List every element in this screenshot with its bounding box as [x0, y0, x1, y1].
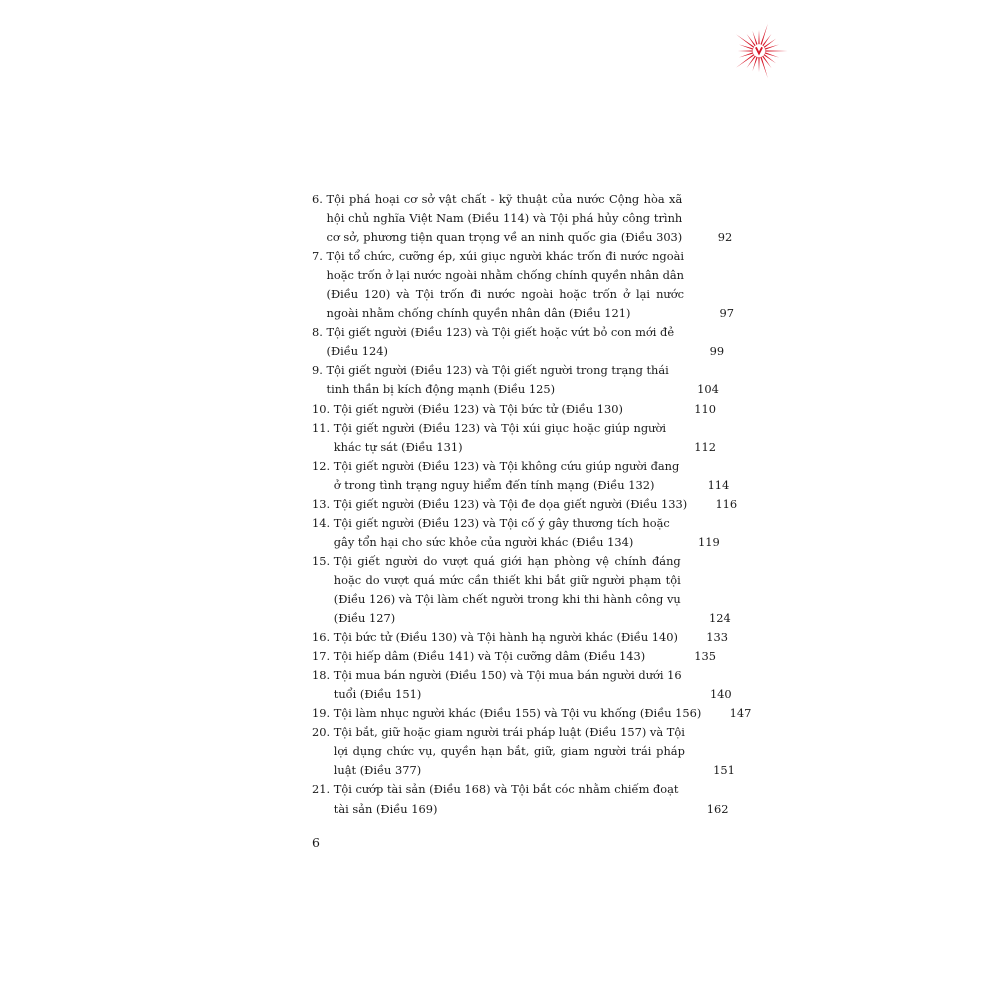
toc-entry-title [312, 647, 666, 666]
toc-entry-page: 119 [698, 534, 720, 549]
toc-entry-line: Tội bắt, giữ hoặc giam người trái pháp luật (Điều 157) và Tội [333, 725, 685, 740]
toc-entry-page: 112 [694, 439, 716, 454]
logo-ray [760, 24, 768, 45]
logo-ray [738, 50, 753, 51]
toc-entry-title [312, 552, 681, 628]
toc-entry-number: 19. [312, 706, 334, 721]
toc-entry-title [312, 704, 701, 723]
toc-entry-title [312, 514, 670, 552]
page-number: 6 [312, 835, 320, 850]
toc-entry-number: 11. [312, 420, 334, 435]
toc-entry-page: 97 [719, 306, 735, 321]
logo-ray [765, 50, 787, 51]
toc-entry [312, 704, 752, 723]
toc-entry-line: (Điều 126) và Tội làm chết người trong khi thi hành công vụ [333, 591, 681, 606]
toc-entry-number: 6. [312, 192, 327, 206]
toc-entry-title [312, 457, 679, 495]
toc-entry-number: 14. [312, 515, 334, 530]
toc-entry-line: luật (Điều 377) [333, 763, 422, 778]
toc-entry-line: Tội hiếp dâm (Điều 141) và Tội cưỡng dâm (Điều 143) [333, 649, 646, 664]
toc-entry-line: ngoài nhằm chống chính quyền nhân dân (Điều 121) [326, 306, 631, 321]
toc-entry-page: 151 [713, 763, 735, 778]
toc-entry-title [312, 323, 674, 361]
toc-entry-number: 8. [312, 325, 327, 340]
toc-entry-number: 13. [312, 496, 334, 511]
toc-entry-page: 92 [717, 230, 733, 245]
toc-entry-title [312, 723, 685, 780]
logo-ray [762, 56, 771, 68]
toc-entry-page: 133 [706, 630, 728, 645]
toc-entry-number: 9. [312, 363, 327, 378]
toc-entry [312, 400, 716, 419]
toc-entry-page: 147 [729, 706, 752, 721]
toc-entry-page: 99 [709, 344, 725, 359]
toc-entry-number: 10. [312, 401, 334, 416]
toc-entry [312, 247, 735, 323]
toc-entry-line: Tội phá hoại cơ sở vật chất - kỹ thuật của nước Cộng hòa xã [326, 192, 683, 206]
toc-entry-title [312, 628, 678, 647]
toc-entry-title [312, 400, 666, 419]
toc-entry-number: 12. [312, 458, 334, 473]
toc-entry-line: ở trong tình trạng nguy hiểm đến tính mạng (Điều 132) [333, 477, 655, 492]
toc-entry-line: tài sản (Điều 169) [333, 801, 438, 816]
toc-entry-number: 15. [312, 553, 334, 568]
toc-entry-line: tuổi (Điều 151) [333, 687, 422, 702]
toc-entry [312, 419, 716, 457]
toc-entry [312, 495, 738, 514]
toc-entry-title [312, 495, 687, 514]
toc-entry-line: cơ sở, phương tiện quan trọng về an ninh quốc gia (Điều 303) [326, 230, 683, 245]
logo-ray [747, 56, 756, 68]
toc-entry-line: khác tự sát (Điều 131) [333, 439, 463, 454]
toc-entry-line: Tội giết người (Điều 123) và Tội giết hoặc vứt bỏ con mới đẻ [326, 325, 675, 340]
toc-entry [312, 552, 731, 628]
logo-ray [758, 57, 759, 72]
toc-entry-page: 116 [715, 496, 738, 511]
toc-entry-line: Tội mua bán người (Điều 150) và Tội mua bán người dưới 16 [333, 668, 682, 683]
toc-entry-title [312, 190, 682, 247]
toc-entry-page: 104 [697, 382, 719, 397]
toc-entry-page: 140 [709, 687, 732, 702]
toc-entry-title [312, 361, 669, 399]
toc-entry [312, 190, 733, 247]
toc-entry [312, 361, 719, 399]
toc-entry-line: Tội giết người do vượt quá giới hạn phòng vệ chính đáng [333, 553, 681, 568]
table-of-contents [312, 190, 752, 819]
toc-entry [312, 666, 732, 704]
toc-entry-title [312, 419, 666, 457]
logo-ray [758, 30, 759, 45]
toc-entry-line: Tội giết người (Điều 123) và Tội giết người trong trạng thái [326, 363, 669, 378]
toc-entry-page: 135 [694, 649, 716, 664]
toc-entry [312, 514, 720, 552]
toc-entry [312, 723, 735, 780]
toc-entry-line: (Điều 124) [326, 344, 388, 359]
toc-entry-line: Tội làm nhục người khác (Điều 155) và Tội vu khống (Điều 156) [333, 706, 702, 721]
toc-entry-number: 21. [312, 782, 334, 797]
toc-entry [312, 457, 730, 495]
toc-entry-line: hội chủ nghĩa Việt Nam (Điều 114) và Tội phá hủy công trình [326, 211, 683, 226]
logo-ray [747, 34, 756, 46]
toc-entry-line: Tội giết người (Điều 123) và Tội xúi giục hoặc giúp người [333, 420, 666, 435]
toc-entry-number: 7. [312, 249, 327, 264]
toc-entry-title [312, 247, 684, 323]
toc-entry-line: (Điều 120) và Tội trốn đi nước ngoài hoặc trốn ở lại nước [326, 287, 685, 302]
toc-entry-title [312, 666, 682, 704]
toc-entry-page: 124 [708, 611, 731, 626]
toc-entry-line: Tội tổ chức, cưỡng ép, xúi giục người khác trốn đi nước ngoài [326, 249, 685, 264]
toc-entry-page: 110 [694, 401, 716, 416]
toc-entry-line: hoặc do vượt quá mức cần thiết khi bắt giữ người phạm tội [333, 572, 681, 587]
toc-entry-line: Tội giết người (Điều 123) và Tội cố ý gây thương tích hoặc [333, 515, 670, 530]
toc-entry-number: 17. [312, 649, 334, 664]
toc-entry [312, 780, 729, 818]
toc-entry [312, 628, 728, 647]
toc-entry-line: Tội bức tử (Điều 130) và Tội hành hạ người khác (Điều 140) [333, 630, 678, 645]
toc-entry-line: (Điều 127) [333, 611, 396, 626]
toc-entry [312, 323, 725, 361]
toc-entry [312, 647, 716, 666]
toc-entry-number: 20. [312, 725, 334, 740]
toc-entry-number: 18. [312, 668, 334, 683]
toc-entry-line: gây tổn hại cho sức khỏe của người khác (Điều 134) [333, 534, 634, 549]
toc-entry-page: 114 [707, 477, 730, 492]
toc-entry-line: Tội giết người (Điều 123) và Tội đe dọa giết người (Điều 133) [333, 496, 688, 511]
toc-entry-line: lợi dụng chức vụ, quyền hạn bắt, giữ, giam người trái pháp [333, 744, 685, 759]
logo-ray [764, 54, 776, 63]
toc-entry-line: Tội giết người (Điều 123) và Tội bức tử (Điều 130) [333, 401, 623, 416]
toc-entry-line: Tội cướp tài sản (Điều 168) và Tội bắt cóc nhằm chiếm đoạt [333, 782, 679, 797]
toc-entry-line: tinh thần bị kích động mạnh (Điều 125) [326, 382, 556, 397]
logo-ray [762, 34, 771, 46]
publisher-logo-icon [728, 20, 790, 82]
toc-entry-page: 162 [706, 801, 729, 816]
logo-ray [764, 39, 776, 48]
toc-entry-line: hoặc trốn ở lại nước ngoài nhằm chống chính quyền nhân dân [326, 268, 685, 283]
logo-ray [760, 57, 768, 78]
toc-entry-number: 16. [312, 630, 334, 645]
toc-entry-title [312, 780, 679, 818]
toc-entry-line: Tội giết người (Điều 123) và Tội không cứu giúp người đang [333, 458, 680, 473]
